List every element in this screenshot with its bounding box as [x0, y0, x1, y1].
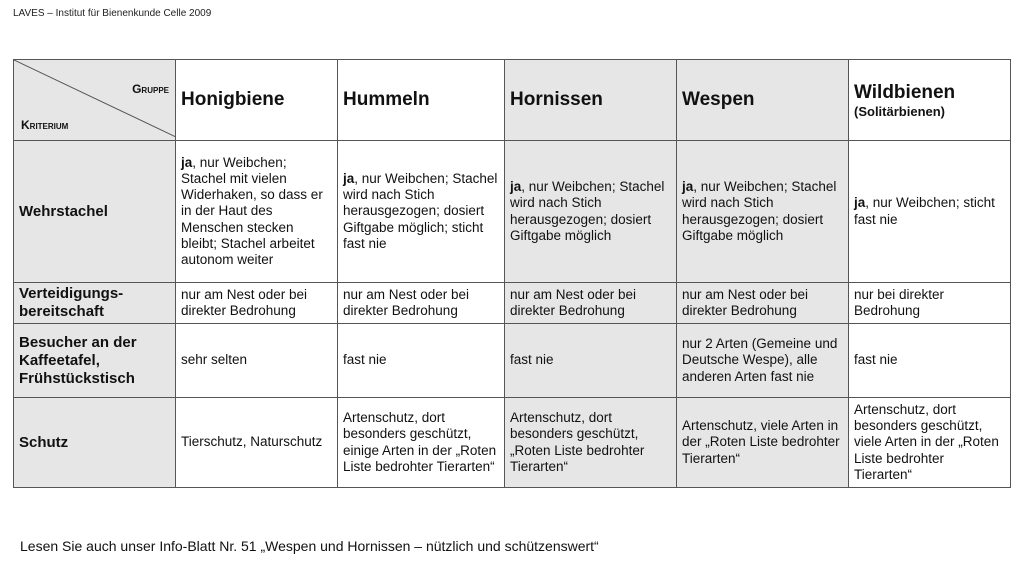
- table-cell: [505, 324, 677, 398]
- cell-text: nur bei direkter Bedrohung: [854, 286, 945, 318]
- cell-bold: ja: [510, 179, 522, 195]
- column-title: Hummeln: [343, 89, 430, 110]
- cell-text: Tierschutz, Naturschutz: [181, 434, 323, 450]
- table-cell: [176, 283, 338, 324]
- row-label: Schutz: [14, 398, 176, 488]
- cell-text: nur am Nest oder bei direkter Bedrohung: [682, 286, 809, 318]
- cell-text: Artenschutz, viele Arten in der „Roten Liste bedrohter Tierarten“: [682, 418, 840, 466]
- table-cell: [505, 283, 677, 324]
- column-title: Honigbiene: [181, 89, 285, 110]
- cell-text: , nur Weibchen; Stachel wird nach Stich herausgezogen; dosiert Giftgabe möglich; sticht fast nie: [343, 171, 498, 251]
- table-cell: [677, 398, 849, 488]
- cell-text: nur 2 Arten (Gemeine und Deutsche Wespe), alle anderen Arten fast nie: [682, 336, 838, 384]
- table-cell: [849, 324, 1011, 398]
- table-cell: [849, 398, 1011, 488]
- cell-text: fast nie: [343, 352, 387, 368]
- cell-bold: ja: [181, 154, 193, 170]
- corner-cell: [14, 60, 176, 141]
- column-header-wildbienen: [849, 60, 1011, 141]
- header-note: LAVES – Institut für Bienenkunde Celle 2009: [13, 8, 212, 19]
- cell-text: , nur Weibchen; Stachel wird nach Stich herausgezogen; dosiert Giftgabe möglich: [510, 179, 665, 243]
- table-cell: [505, 141, 677, 283]
- cell-text: sehr selten: [181, 352, 248, 368]
- cell-text: , nur Weibchen; sticht fast nie: [854, 195, 995, 227]
- table-cell: [849, 283, 1011, 324]
- table-cell: [338, 324, 505, 398]
- table-cell: [176, 141, 338, 283]
- column-header-honigbiene: [176, 60, 338, 141]
- table-cell: [677, 283, 849, 324]
- table-cell: [505, 398, 677, 488]
- cell-bold: ja: [682, 179, 694, 195]
- footer-note: Lesen Sie auch unser Info-Blatt Nr. 51 „Wespen und Hornissen – nützlich und schützenswert“: [20, 538, 599, 554]
- table-row: [14, 141, 1011, 283]
- table-cell: [849, 141, 1011, 283]
- table-row: [14, 398, 1011, 488]
- cell-text: fast nie: [510, 352, 554, 368]
- table-cell: [338, 283, 505, 324]
- column-subtitle: (Solitärbienen): [854, 103, 946, 119]
- table-cell: [176, 324, 338, 398]
- cell-text: fast nie: [854, 352, 898, 368]
- column-title: Wespen: [682, 89, 755, 110]
- group-label: Gruppe: [132, 82, 169, 96]
- table-cell: [338, 141, 505, 283]
- row-label: Besucher an der Kaffeetafel, Frühstückstisch: [14, 324, 176, 398]
- table-row: [14, 324, 1011, 398]
- comparison-table: [13, 59, 1011, 488]
- table-row: [14, 283, 1011, 324]
- cell-bold: ja: [343, 171, 355, 187]
- criterion-label: Kriterium: [21, 118, 69, 132]
- cell-text: , nur Weibchen; Stachel wird nach Stich herausgezogen; dosiert Giftgabe möglich: [682, 179, 837, 243]
- cell-text: nur am Nest oder bei direkter Bedrohung: [181, 286, 308, 318]
- column-header-wespen: [677, 60, 849, 141]
- row-label: Verteidigungs-bereitschaft: [14, 283, 176, 324]
- column-header-hornissen: [505, 60, 677, 141]
- cell-text: Artenschutz, dort besonders geschützt, „Roten Liste bedrohter Tierarten“: [510, 410, 645, 474]
- header-row: [14, 60, 1011, 141]
- cell-bold: ja: [854, 195, 866, 211]
- cell-text: nur am Nest oder bei direkter Bedrohung: [343, 286, 470, 318]
- cell-text: Artenschutz, dort besonders geschützt, viele Arten in der „Roten Liste bedrohter Tierarten“: [854, 402, 999, 482]
- table-cell: [677, 324, 849, 398]
- column-title: Hornissen: [510, 89, 603, 110]
- table-cell: [176, 398, 338, 488]
- column-title: Wildbienen: [854, 81, 956, 103]
- cell-text: , nur Weibchen; Stachel mit vielen Widerhaken, so dass er in der Haut des Menschen stecken bleibt; Stachel arbeitet autonom weiter: [181, 154, 323, 267]
- table-cell: [677, 141, 849, 283]
- table-cell: [338, 398, 505, 488]
- cell-text: Artenschutz, dort besonders geschützt, einige Arten in der „Roten Liste bedrohter Tierarten“: [343, 410, 497, 474]
- column-header-hummeln: [338, 60, 505, 141]
- cell-text: nur am Nest oder bei direkter Bedrohung: [510, 286, 637, 318]
- row-label: Wehrstachel: [14, 141, 176, 283]
